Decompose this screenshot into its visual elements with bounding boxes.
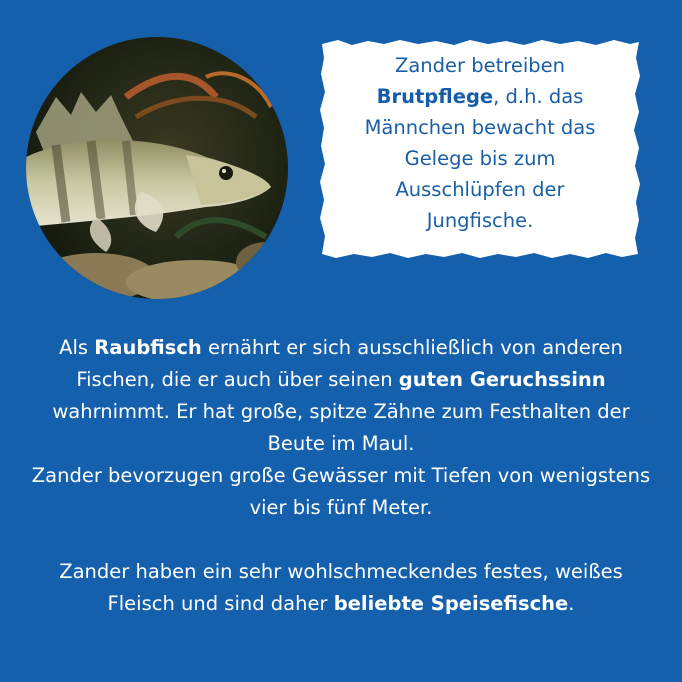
note-line-3: Männchen bewacht das xyxy=(364,116,596,139)
p1-text-a: Als xyxy=(59,336,95,359)
p1-bold-raubfisch: Raubfisch xyxy=(94,336,202,359)
note-line-2-rest: , d.h. das xyxy=(493,85,584,108)
note-line-2 xyxy=(336,81,624,112)
paragraph-predator xyxy=(24,332,658,460)
p1-text-b: ernährt er sich ausschließlich von anderen Fischen, die er auch über seinen xyxy=(76,336,623,391)
brood-care-note xyxy=(336,50,624,236)
note-line-1: Zander betreiben xyxy=(394,54,565,77)
p2-bold-speisefische: beliebte Speisefische xyxy=(333,592,569,615)
note-bold-brutpflege: Brutpflege xyxy=(376,85,494,108)
paragraph-food-fish xyxy=(24,556,658,620)
p1-bold-geruchssinn: guten Geruchssinn xyxy=(398,368,606,391)
zander-fish-photo xyxy=(26,37,288,299)
fish-photo-illustration xyxy=(26,37,288,299)
p2-text-a: Zander haben ein sehr wohlschmeckendes festes, weißes Fleisch und sind daher xyxy=(59,560,623,615)
note-line-5: Ausschlüpfen der xyxy=(395,178,565,201)
note-line-4: Gelege bis zum xyxy=(404,147,556,170)
p1-text-c: wahrnimmt. Er hat große, spitze Zähne zum Festhalten der Beute im Maul. xyxy=(52,400,630,455)
p2-text-b: . xyxy=(568,592,575,615)
main-description xyxy=(24,332,658,620)
note-line-6: Jungfische. xyxy=(426,209,534,232)
paragraph-habitat: Zander bevorzugen große Gewässer mit Tiefen von wenigstens vier bis fünf Meter. xyxy=(31,464,651,519)
info-note-card xyxy=(318,38,642,260)
